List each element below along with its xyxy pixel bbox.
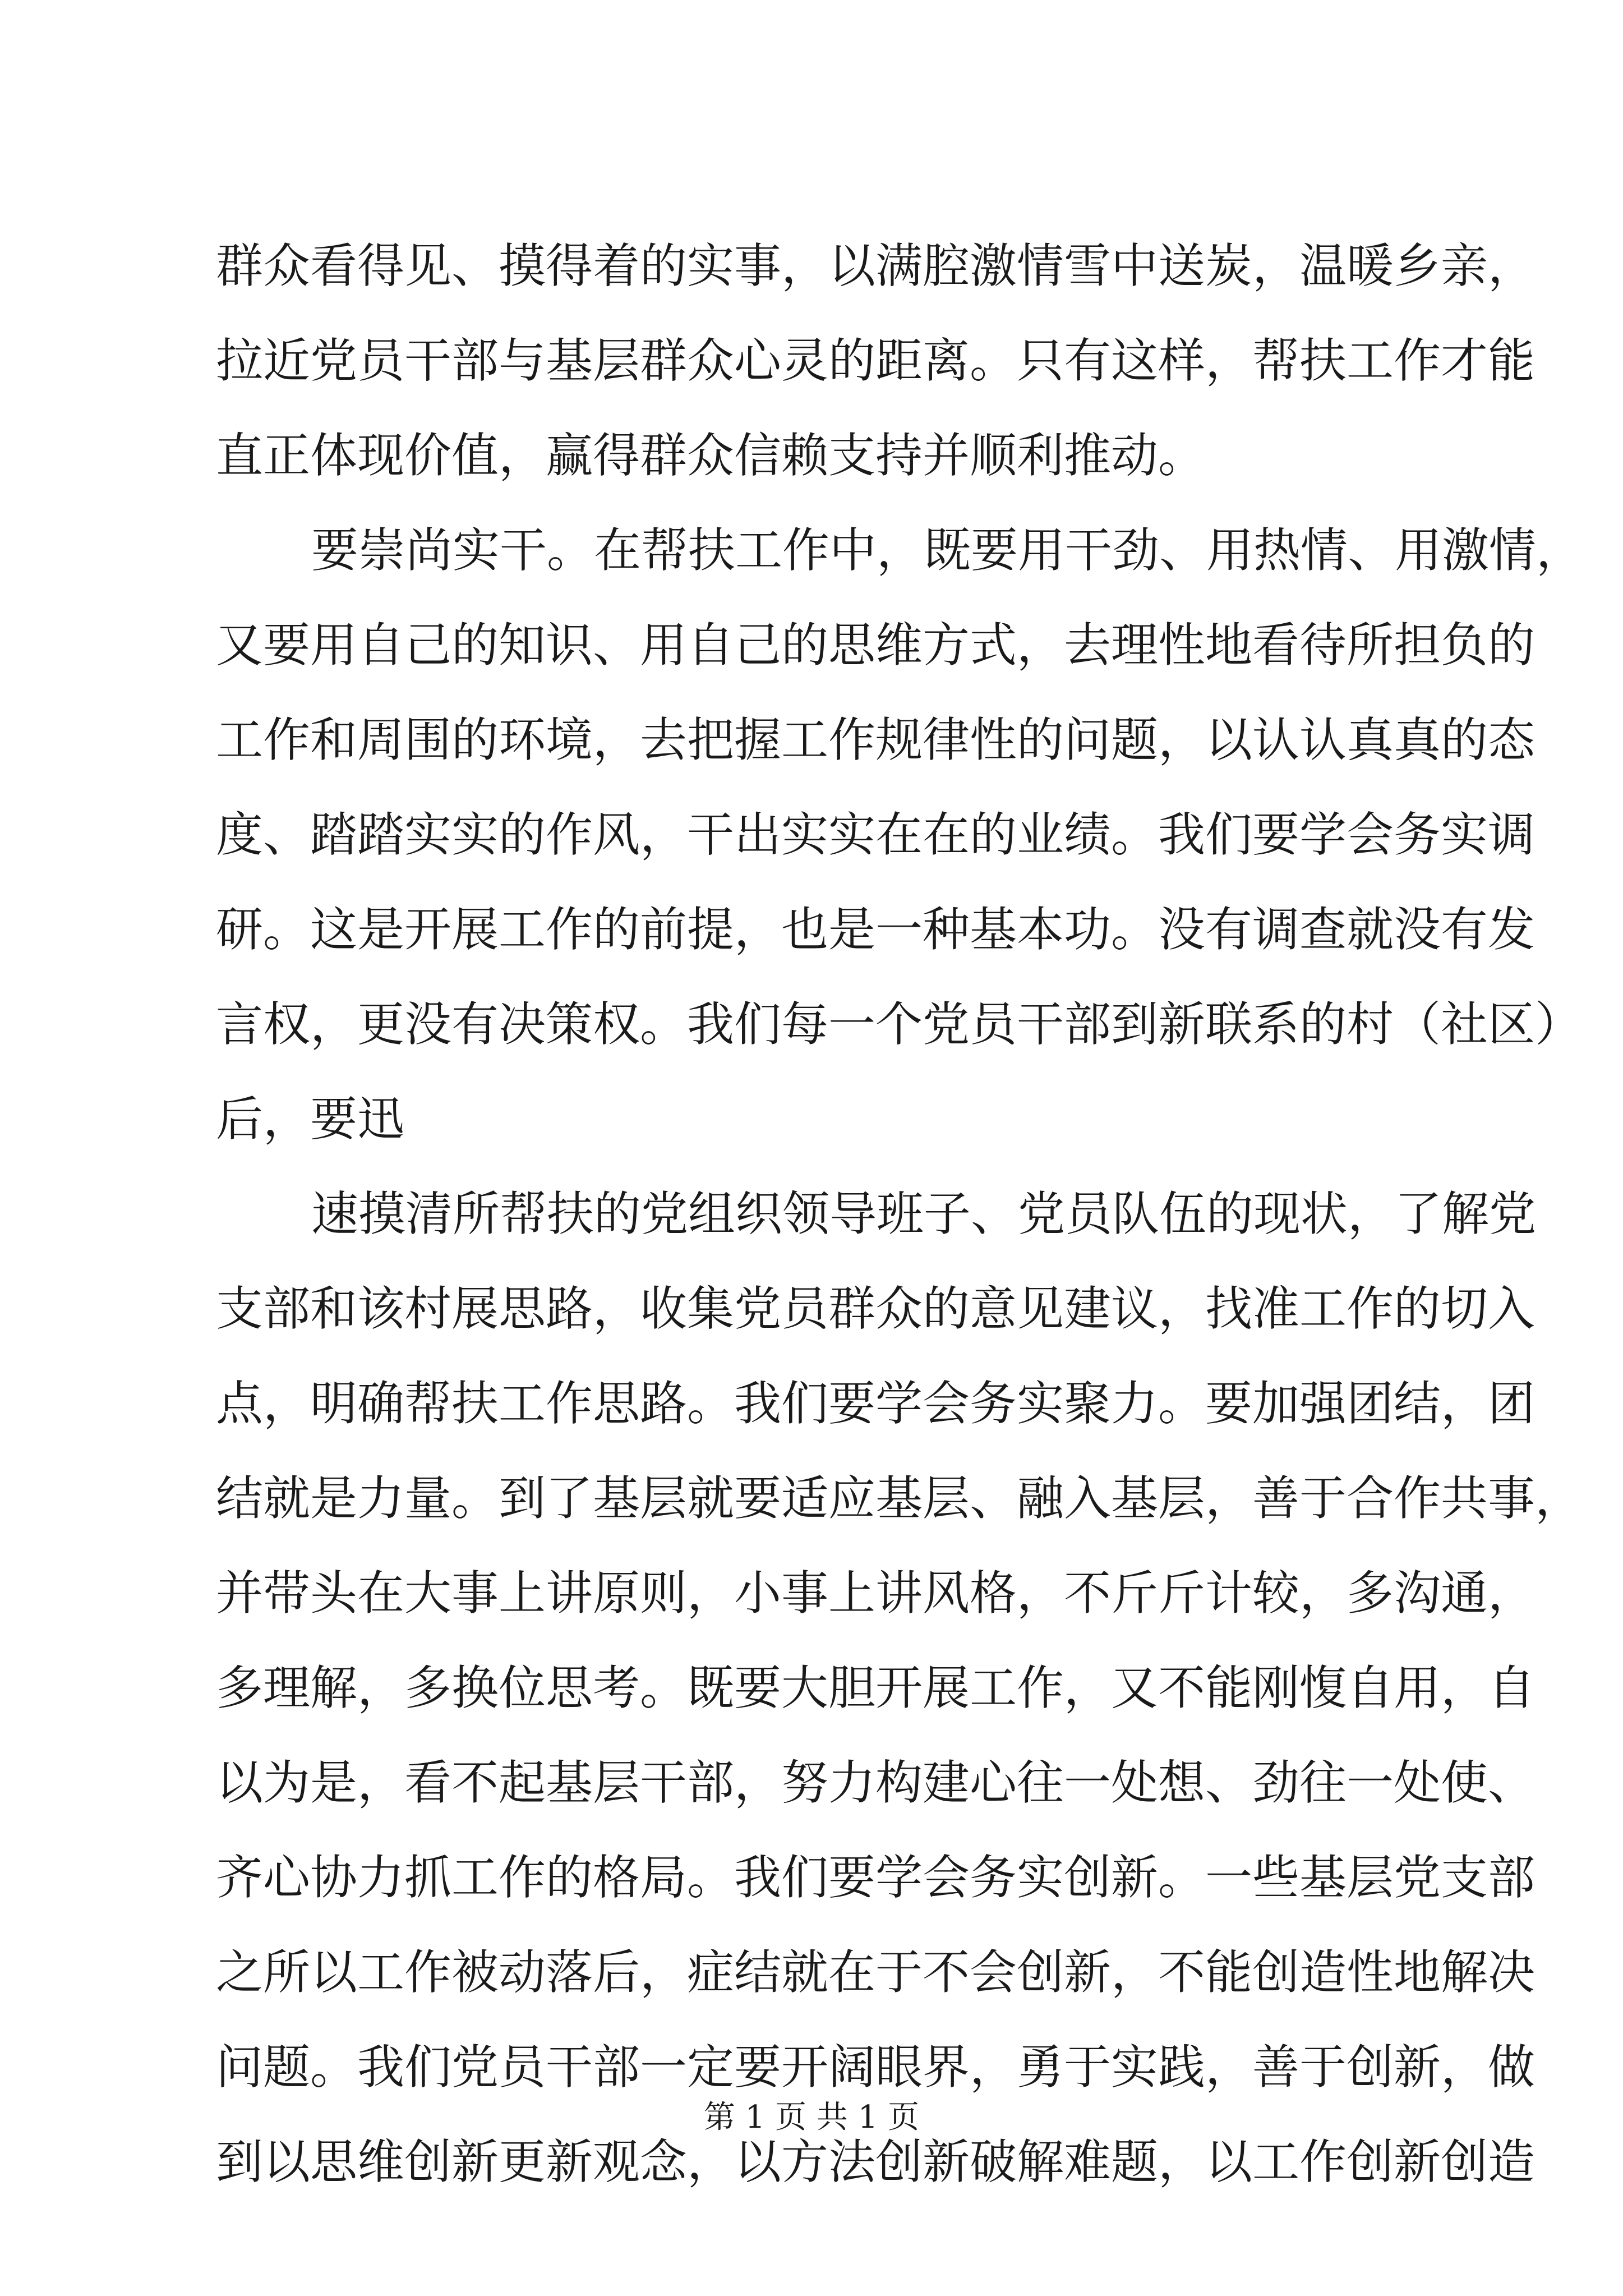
paragraph-2-line-5: 研。这是开展工作的前提，也是一种基本功。没有调查就没有发 [216, 902, 1536, 957]
paragraph-3-line-4: 结就是力量。到了基层就要适应基层、融入基层，善于合作共事， [216, 1471, 1583, 1526]
paragraph-3-line-11: 到以思维创新更新观念，以方法创新破解难题，以工作创新创造 [216, 2134, 1536, 2189]
paragraph-2-line-6: 言权，更没有决策权。我们每一个党员干部到新联系的村（社区） [216, 997, 1583, 1052]
paragraph-1-line-2: 拉近党员干部与基层群众心灵的距离。只有这样，帮扶工作才能 [216, 333, 1536, 388]
page-footer [0, 2098, 1623, 2137]
paragraph-3-line-6: 多理解，多换位思考。既要大胆开展工作，又不能刚愎自用，自 [216, 1660, 1536, 1715]
paragraph-2-line-1: 要崇尚实干。在帮扶工作中，既要用干劲、用热情、用激情， [311, 523, 1584, 578]
paragraph-2-line-4: 度、踏踏实实的作风，干出实实在在的业绩。我们要学会务实调 [216, 807, 1536, 862]
paragraph-2-line-2: 又要用自己的知识、用自己的思维方式，去理性地看待所担负的 [216, 618, 1536, 673]
paragraph-2-line-7: 后，要迅 [216, 1092, 405, 1147]
paragraph-3-line-8: 齐心协力抓工作的格局。我们要学会务实创新。一些基层党支部 [216, 1850, 1536, 1905]
paragraph-3-line-10: 问题。我们党员干部一定要开阔眼界，勇于实践，善于创新，做 [216, 2040, 1536, 2095]
paragraph-3-line-9: 之所以工作被动落后，症结就在于不会创新，不能创造性地解决 [216, 1945, 1536, 2000]
paragraph-3-line-7: 以为是，看不起基层干部，努力构建心往一处想、劲往一处使、 [216, 1755, 1536, 1810]
paragraph-3-line-2: 支部和该村展思路，收集党员群众的意见建议，找准工作的切入 [216, 1281, 1536, 1336]
paragraph-3-line-5: 并带头在大事上讲原则，小事上讲风格，不斤斤计较，多沟通， [216, 1566, 1536, 1621]
paragraph-3-line-1: 速摸清所帮扶的党组织领导班子、党员队伍的现状，了解党 [311, 1186, 1537, 1241]
paragraph-1-line-3: 直正体现价值，赢得群众信赖支持并顺利推动。 [216, 428, 1206, 483]
body-text [216, 219, 1584, 2210]
paragraph-3-line-3: 点，明确帮扶工作思路。我们要学会务实聚力。要加强团结，团 [216, 1376, 1536, 1431]
paragraph-2-line-3: 工作和周围的环境，去把握工作规律性的问题，以认认真真的态 [216, 712, 1536, 767]
paragraph-1-line-1: 群众看得见、摸得着的实事，以满腔激情雪中送炭，温暖乡亲， [216, 238, 1536, 293]
page-number-label: 第 1 页 共 1 页 [703, 2099, 920, 2136]
